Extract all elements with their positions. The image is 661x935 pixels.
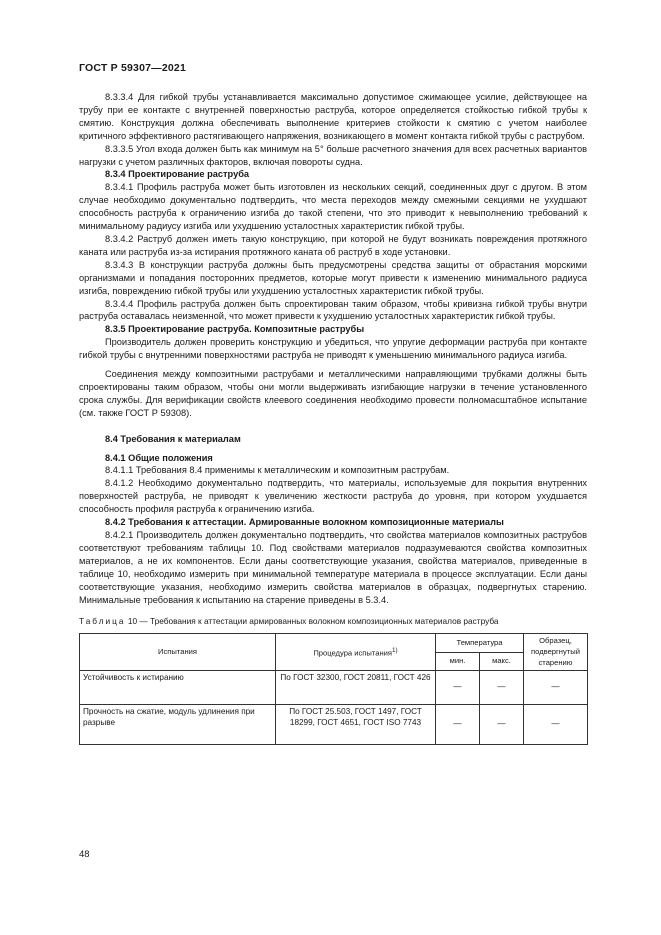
cell-aged: — xyxy=(524,671,588,705)
cell-procedure: По ГОСТ 25.503, ГОСТ 1497, ГОСТ 18299, ГОСТ 4651, ГОСТ ISO 7743 xyxy=(276,705,436,745)
table-row xyxy=(80,705,588,745)
header-temp-max: макс. xyxy=(480,652,524,670)
table-caption-label: Таблица xyxy=(79,616,126,627)
cell-min: — xyxy=(436,705,480,745)
paragraph-8-3-4-1: 8.3.4.1 Профиль раструба может быть изготовлен из нескольких секций, соединенных друг с другом. В этом случае необходимо документально подтвердить, что места переходов между смежными секциями не ухудшают способность раструба к ограничению изгиба до такой степени, что это приводит к невыполнению требований к минимальному радиусу изгиба или ухудшению усталостных характеристик гибкой трубы. xyxy=(79,182,587,232)
page-body xyxy=(79,91,587,745)
paragraph-8-3-3-4: 8.3.3.4 Для гибкой трубы устанавливается максимально допустимое сжимающее усилие, действующее на трубу при ее контакте с внутренней поверхностью раструба, которое определяется стойкостью гибкой трубы к смятию. Конструкция должна обеспечивать выполнение критериев стойкости к смятию с учетом наиболее критичного эффективного растягивающего напряжения, возникающего в момент контакта гибкой трубы с раструбом. xyxy=(79,92,587,141)
header-tests: Испытания xyxy=(80,634,276,671)
heading-8-3-5: 8.3.5 Проектирование раструба. Композитные раструбы xyxy=(105,324,365,335)
header-procedure-label: Процедура испытания xyxy=(313,648,393,658)
cell-test: Устойчивость к истиранию xyxy=(80,671,276,705)
paragraph-8-3-4-3: 8.3.4.3 В конструкции раструба должны быть предусмотрены средства защиты от обрастания морскими организмами и попадания посторонних предметов, которые могут привести к изменению минимального радиуса изгиба, повреждению гибкой трубы или ухудшению усталостных характеристик гибкой трубы. xyxy=(79,259,587,296)
cell-procedure: По ГОСТ 32300, ГОСТ 20811, ГОСТ 426 xyxy=(276,671,436,705)
document-header: ГОСТ Р 59307—2021 xyxy=(79,62,187,74)
table-row xyxy=(80,671,588,705)
cell-aged: — xyxy=(524,705,588,745)
cell-max: — xyxy=(480,671,524,705)
heading-8-4-2: 8.4.2 Требования к аттестации. Армированные волокном композиционные материалы xyxy=(105,517,504,528)
header-temperature: Температура xyxy=(436,634,524,652)
footnote-marker: 1) xyxy=(392,646,398,654)
paragraph-8-3-5-a: Производитель должен проверить конструкцию и убедиться, что упругие деформации раструба при контакте гибкой трубы с внутренними поверхностями раструба не приводят к уменьшению минимального радиуса изгиба. xyxy=(79,337,587,361)
table-caption xyxy=(79,615,587,628)
qualification-table xyxy=(79,633,588,745)
paragraph-8-3-5-b: Соединения между композитными раструбами и металлическими направляющими трубками должны быть спроектированы таким образом, чтобы они могли выдерживать изгибающие нагрузки в течение установленного срока службы. Для верификации свойств клеевого соединения необходимо провести полномасштабное испытание (см. также ГОСТ Р 59308). xyxy=(79,369,587,418)
paragraph-8-3-4-2: 8.3.4.2 Раструб должен иметь такую конструкцию, при которой не будут возникать повреждения протяжного каната или раструба из-за истирания протяжного каната об раструб в ходе установки. xyxy=(79,233,587,257)
heading-8-4-1: 8.4.1 Общие положения xyxy=(105,452,213,463)
paragraph-8-3-3-5: 8.3.3.5 Угол входа должен быть как минимум на 5° больше расчетного значения для всех расчетных вариантов нагрузки с учетом различных факторов, включая повороты судна. xyxy=(79,143,587,167)
header-procedure xyxy=(276,634,436,671)
header-temp-min: мин. xyxy=(436,652,480,670)
paragraph-8-3-4-4: 8.3.4.4 Профиль раструба должен быть спроектирован таким образом, чтобы кривизна гибкой трубы внутри раструба оставалась неизменной, что может привести к ухудшению усталостных характеристик гибкой трубы. xyxy=(79,298,587,322)
cell-test: Прочность на сжатие, модуль удлинения при разрыве xyxy=(80,705,276,745)
header-aged-sample: Образец, подвергнутый старению xyxy=(524,634,588,671)
heading-8-4: 8.4 Требования к материалам xyxy=(105,433,241,444)
paragraph-8-4-1-2: 8.4.1.2 Необходимо документально подтвердить, что материалы, используемые для покрытия внутренних поверхностей раструба, не приводят к увеличению жесткости раструба до уровня, при котором ухудшается способность профиля раструба к ограничению изгиба. xyxy=(79,478,587,515)
cell-max: — xyxy=(480,705,524,745)
heading-8-3-4: 8.3.4 Проектирование раструба xyxy=(105,169,250,180)
paragraph-8-4-2-1: 8.4.2.1 Производитель должен документально подтвердить, что свойства материалов композитных раструбов соответствуют требованиям таблицы 10. Под свойствами материалов подразумеваются свойства композитных материалов, а не их компонентов. Если даны соответствующие указания, свойства материалов, приведенные в таблице 10, необходимо измерить при минимальной температуре материала в процессе эксплуатации. Если даны соответствующие указания, необходимо измерить свойства материалов в образцах, подвергнутых старению. Минимальные требования к испытанию на старение приведены в 5.3.4. xyxy=(79,530,587,605)
paragraph-8-4-1-1: 8.4.1.1 Требования 8.4 применимы к металлическим и композитным раструбам. xyxy=(105,465,450,476)
table-caption-text: 10 — Требования к аттестации армированных волокном композиционных материалов раструба xyxy=(127,616,499,627)
page-number: 48 xyxy=(79,849,90,860)
cell-min: — xyxy=(436,671,480,705)
